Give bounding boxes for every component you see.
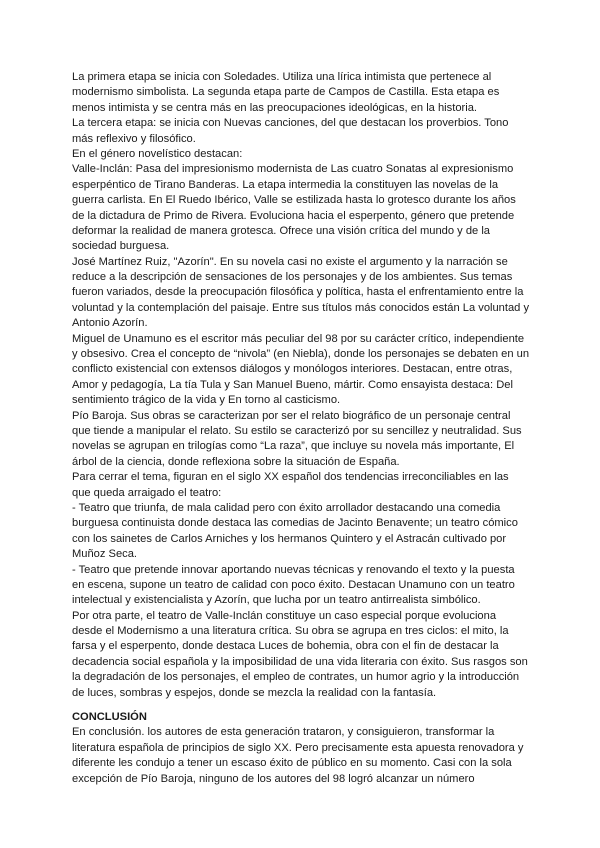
text-line: menos intimista y se centra más en las preocupaciones ideológicas, en la historia.	[72, 101, 477, 114]
conclusion-text-section	[72, 725, 534, 787]
body-text-section	[72, 70, 534, 701]
text-line: La tercera etapa: se inicia con Nuevas canciones, del que destacan los proverbios. Tono	[72, 117, 509, 130]
text-line: que tiende a manipular el relato. Su estilo se caracterizó por su sencillez y neutralidad. Sus	[72, 424, 522, 437]
text-line: diferente les condujo a tener un escaso éxito de público en su momento. Casi con la sola	[72, 757, 512, 770]
text-line: Amor y pedagogía, La tía Tula y San Manuel Bueno, mártir. Como ensayista destaca: Del	[72, 378, 513, 391]
text-line: burguesa continuista donde destaca las comedias de Jacinto Benavente; un teatro cómico	[72, 517, 518, 530]
text-line: y obsesivo. Crea el concepto de “nivola” (en Niebla), donde los personajes se debaten en un	[72, 348, 530, 361]
text-line: La primera etapa se inicia con Soledades. Utiliza una lírica intimista que pertenece al	[72, 71, 492, 83]
text-line: farsa y el esperpento, donde destaca Luces de bohemia, obra con el fin de destacar la	[72, 640, 499, 653]
text-line: Para cerrar el tema, figuran en el siglo XX español dos tendencias irreconciliables en las	[72, 471, 509, 484]
text-line: de luces, sombras y espejos, donde se mezcla la realidad con la fantasía.	[72, 686, 437, 699]
text-line: guerra carlista. En El Ruedo Ibérico, Valle se estilizada hasta lo grotesco durante los años	[72, 194, 516, 207]
text-line: con los sainetes de Carlos Arniches y los hermanos Quintero y el Astracán cultivado por	[72, 532, 507, 545]
text-line: en escena, supone un teatro de calidad con poco éxito. Destacan Unamuno con un teatro	[72, 578, 515, 591]
text-line: intelectual y existencialista y Azorín, que lucha por un teatro antirrealista simbólico.	[72, 594, 481, 607]
text-line: novelas se agrupan en trilogías como “La raza”, que incluye su novela más importante, El	[72, 440, 515, 453]
text-line: conflicto existencial con extensos diálogos y monólogos interiores. Destacan, entre otras,	[72, 363, 513, 376]
text-line: excepción de Pío Baroja, ninguno de los autores del 98 logró alcanzar un número	[72, 772, 475, 785]
text-line: deformar la realidad de manera grotesca. Ofrece una visión crítica del mundo y de la	[72, 224, 490, 237]
text-line: literatura española de principios de siglo XX. Pero precisamente esta apuesta renovadora y	[72, 741, 524, 754]
text-line: Por otra parte, el teatro de Valle-Inclán constituye un caso especial porque evoluciona	[72, 609, 497, 622]
section-heading: CONCLUSIÓN	[72, 711, 147, 724]
text-line: decadencia social española y la imposibilidad de una vida literaria con éxito. Sus rasgos son	[72, 655, 528, 668]
text-line: José Martínez Ruiz, "Azorín". En su novela casi no existe el argumento y la narración se	[72, 255, 508, 268]
text-line: árbol de la ciencia, donde reflexiona sobre la situación de España.	[72, 455, 400, 468]
text-line: En el género novelístico destacan:	[72, 147, 243, 160]
text-line: Pío Baroja. Sus obras se caracterizan por ser el relato biográfico de un personaje central	[72, 409, 511, 422]
text-line: de la dictadura de Primo de Rivera. Evoluciona hacia el esperpento, género que pretende	[72, 209, 515, 222]
text-line: reduce a la descripción de sensaciones de los personajes y de los ambientes. Sus temas	[72, 271, 513, 284]
text-line: la degradación de los personajes, el empleo de contrates, un humor agrio y la introducción	[72, 671, 520, 684]
text-line: - Teatro que triunfa, de mala calidad pero con éxito arrollador destacando una comedia	[72, 501, 501, 514]
text-line: que queda arraigado el teatro:	[72, 486, 222, 499]
text-line: Muñoz Seca.	[72, 548, 138, 561]
text-line: Valle-Inclán: Pasa del impresionismo modernista de Las cuatro Sonatas al expresionismo	[72, 163, 514, 176]
text-line: - Teatro que pretende innovar aportando nuevas técnicas y renovando el texto y la puesta	[72, 563, 515, 576]
text-line: sentimiento trágico de la vida y En torno al casticismo.	[72, 394, 341, 407]
text-line: Miguel de Unamuno es el escritor más peculiar del 98 por su carácter crítico, independiente	[72, 332, 525, 345]
text-line: fueron variados, desde la preocupación filosófica y política, hasta el enfrentamiento entre la	[72, 286, 524, 299]
text-line: sociedad burguesa.	[72, 240, 170, 253]
text-line: esperpéntico de Tirano Banderas. La etapa intermedia la constituyen las novelas de la	[72, 178, 499, 191]
text-line: modernismo simbolista. La segunda etapa parte de Campos de Castilla. Esta etapa es	[72, 86, 500, 99]
document-page	[72, 70, 534, 787]
text-line: voluntad y la contemplación del paisaje. Entre sus títulos más conocidos están La voluntad y	[72, 301, 530, 314]
text-line: desde el Modernismo a una literatura crítica. Su obra se agrupa en tres ciclos: el mito, la	[72, 625, 509, 638]
text-line: Antonio Azorín.	[72, 317, 148, 330]
text-line: En conclusión. los autores de esta generación trataron, y consiguieron, transformar la	[72, 726, 495, 739]
text-line: más reflexivo y filosófico.	[72, 132, 196, 145]
